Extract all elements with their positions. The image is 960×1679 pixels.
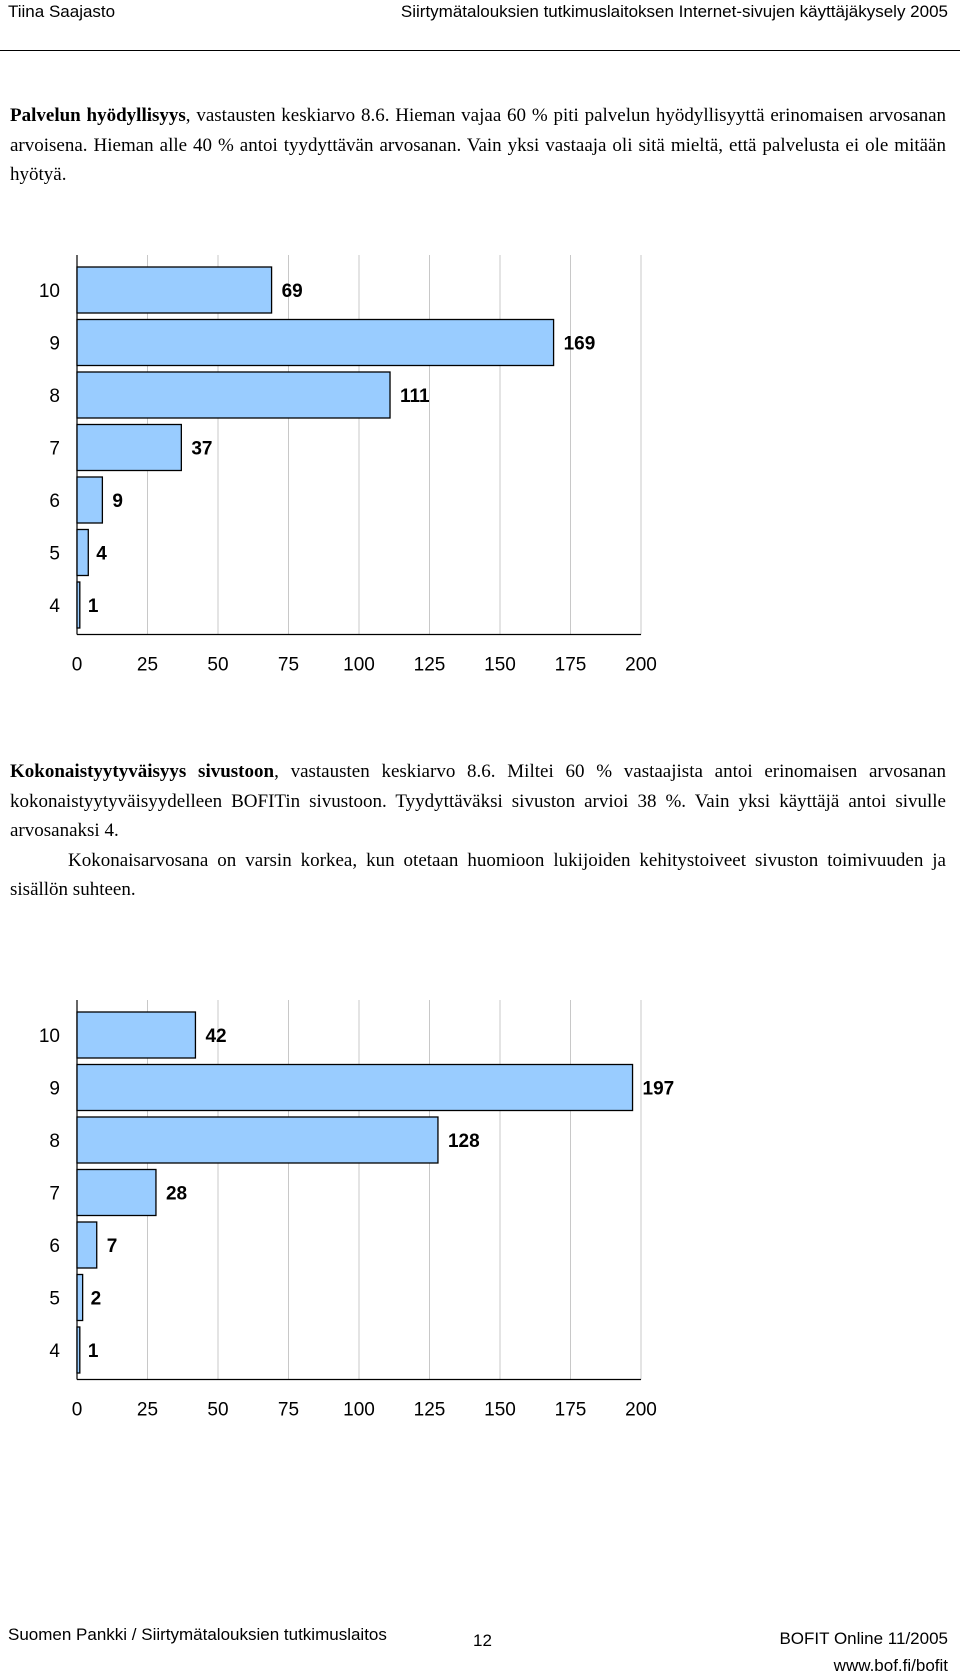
paragraph-usefulness-heading: Palvelun hyödyllisyys bbox=[10, 105, 186, 126]
x-tick-label: 75 bbox=[277, 654, 300, 676]
data-label: 37 bbox=[191, 438, 213, 460]
x-tick-label: 200 bbox=[625, 654, 657, 676]
data-label: 111 bbox=[400, 386, 430, 407]
data-label: 169 bbox=[563, 333, 596, 355]
bar bbox=[77, 267, 272, 313]
bar bbox=[77, 1170, 156, 1216]
category-label: 4 bbox=[49, 596, 60, 617]
x-tick-label: 100 bbox=[343, 654, 375, 676]
category-label: 9 bbox=[49, 1078, 60, 1100]
x-tick-label: 50 bbox=[207, 1399, 229, 1421]
paragraph-overall-text-2: Kokonaisarvosana on varsin korkea, kun otetaan huomioon lukijoiden kehitystoiveet sivuston toimivuuden ja sisällön suhteen. bbox=[10, 849, 946, 900]
header-title: Siirtymätalouksien tutkimuslaitoksen Internet-sivujen käyttäjäkysely 2005 bbox=[400, 2, 948, 21]
category-label: 8 bbox=[49, 1131, 60, 1152]
footer-publisher: Suomen Pankki / Siirtymätalouksien tutkimuslaitos bbox=[8, 1625, 387, 1644]
data-label: 69 bbox=[281, 281, 303, 302]
paragraph-usefulness-text: , vastausten keskiarvo 8.6. Hieman vajaa 60 % piti palvelun hyödyllisyyttä erinomaisen arvosanan arvoisena. Hieman alle 40 % antoi tyydyttävän arvosanan. Vain yksi vastaaja oli sitä mieltä, että palvelusta ei ole mitään hyötyä. bbox=[10, 105, 947, 185]
x-tick-label: 175 bbox=[554, 1399, 587, 1421]
data-label: 9 bbox=[112, 491, 123, 512]
page-header bbox=[8, 0, 952, 30]
category-label: 7 bbox=[49, 438, 60, 460]
bar bbox=[77, 1117, 438, 1163]
x-tick-label: 175 bbox=[554, 654, 587, 676]
header-rule bbox=[0, 50, 960, 51]
header-author: Tiina Saajasto bbox=[8, 2, 116, 21]
category-label: 7 bbox=[49, 1183, 60, 1205]
bar bbox=[77, 582, 80, 628]
x-tick-label: 0 bbox=[71, 654, 83, 676]
data-label: 197 bbox=[642, 1078, 675, 1100]
paragraph-overall-heading: Kokonaistyytyväisyys sivustoon bbox=[10, 761, 275, 782]
x-tick-label: 200 bbox=[625, 1399, 657, 1421]
x-tick-label: 125 bbox=[413, 654, 446, 676]
footer-publication bbox=[779, 1625, 948, 1679]
category-label: 6 bbox=[49, 491, 60, 512]
bar bbox=[77, 1275, 83, 1321]
x-tick-label: 25 bbox=[136, 1399, 159, 1421]
footer-url: www.bof.fi/bofit bbox=[833, 1656, 948, 1675]
x-tick-label: 0 bbox=[71, 1399, 83, 1421]
chart-usefulness-svg bbox=[0, 255, 960, 695]
data-label: 4 bbox=[96, 543, 107, 565]
bar bbox=[77, 1222, 97, 1268]
category-label: 8 bbox=[49, 386, 60, 407]
x-tick-label: 25 bbox=[136, 654, 159, 676]
bar bbox=[77, 372, 390, 418]
category-label: 4 bbox=[49, 1341, 60, 1362]
chart-usefulness bbox=[0, 255, 960, 695]
footer-series: BOFIT Online 11/2005 bbox=[779, 1629, 948, 1648]
bar bbox=[77, 530, 88, 576]
bar bbox=[77, 1327, 80, 1373]
bar bbox=[77, 1012, 195, 1058]
footer-page-number: 12 bbox=[473, 1631, 492, 1650]
data-label: 2 bbox=[90, 1288, 102, 1310]
bar bbox=[77, 1065, 633, 1111]
chart-overall-satisfaction-svg bbox=[0, 1000, 960, 1450]
category-label: 10 bbox=[38, 281, 60, 302]
category-label: 5 bbox=[49, 1288, 60, 1310]
bar bbox=[77, 320, 554, 366]
x-tick-label: 150 bbox=[484, 654, 516, 676]
paragraph-overall-satisfaction bbox=[10, 757, 946, 905]
data-label: 1 bbox=[87, 1341, 99, 1362]
chart-overall-satisfaction bbox=[0, 1000, 960, 1450]
data-label: 7 bbox=[106, 1236, 118, 1257]
data-label: 1 bbox=[87, 596, 99, 617]
category-label: 6 bbox=[49, 1236, 60, 1257]
bar bbox=[77, 477, 102, 523]
paragraph-overall-text: , vastausten keskiarvo 8.6. Miltei 60 % vastaajista antoi erinomaisen arvosanan kokonaistyytyväisyydelleen BOFITin sivustoon. Tyydyttäväksi sivuston arvioi 38 %. Vain yksi käyttäjä antoi sivulle arvosanaksi 4. bbox=[10, 761, 946, 841]
x-tick-label: 75 bbox=[277, 1399, 300, 1421]
x-tick-label: 50 bbox=[207, 654, 229, 676]
bar bbox=[77, 425, 181, 471]
x-tick-label: 100 bbox=[343, 1399, 375, 1421]
data-label: 128 bbox=[447, 1131, 480, 1152]
category-label: 9 bbox=[49, 333, 60, 355]
data-label: 42 bbox=[205, 1026, 227, 1047]
category-label: 10 bbox=[38, 1026, 60, 1047]
paragraph-usefulness bbox=[10, 101, 946, 190]
data-label: 28 bbox=[165, 1183, 188, 1205]
x-tick-label: 125 bbox=[413, 1399, 446, 1421]
x-tick-label: 150 bbox=[484, 1399, 516, 1421]
category-label: 5 bbox=[49, 543, 60, 565]
